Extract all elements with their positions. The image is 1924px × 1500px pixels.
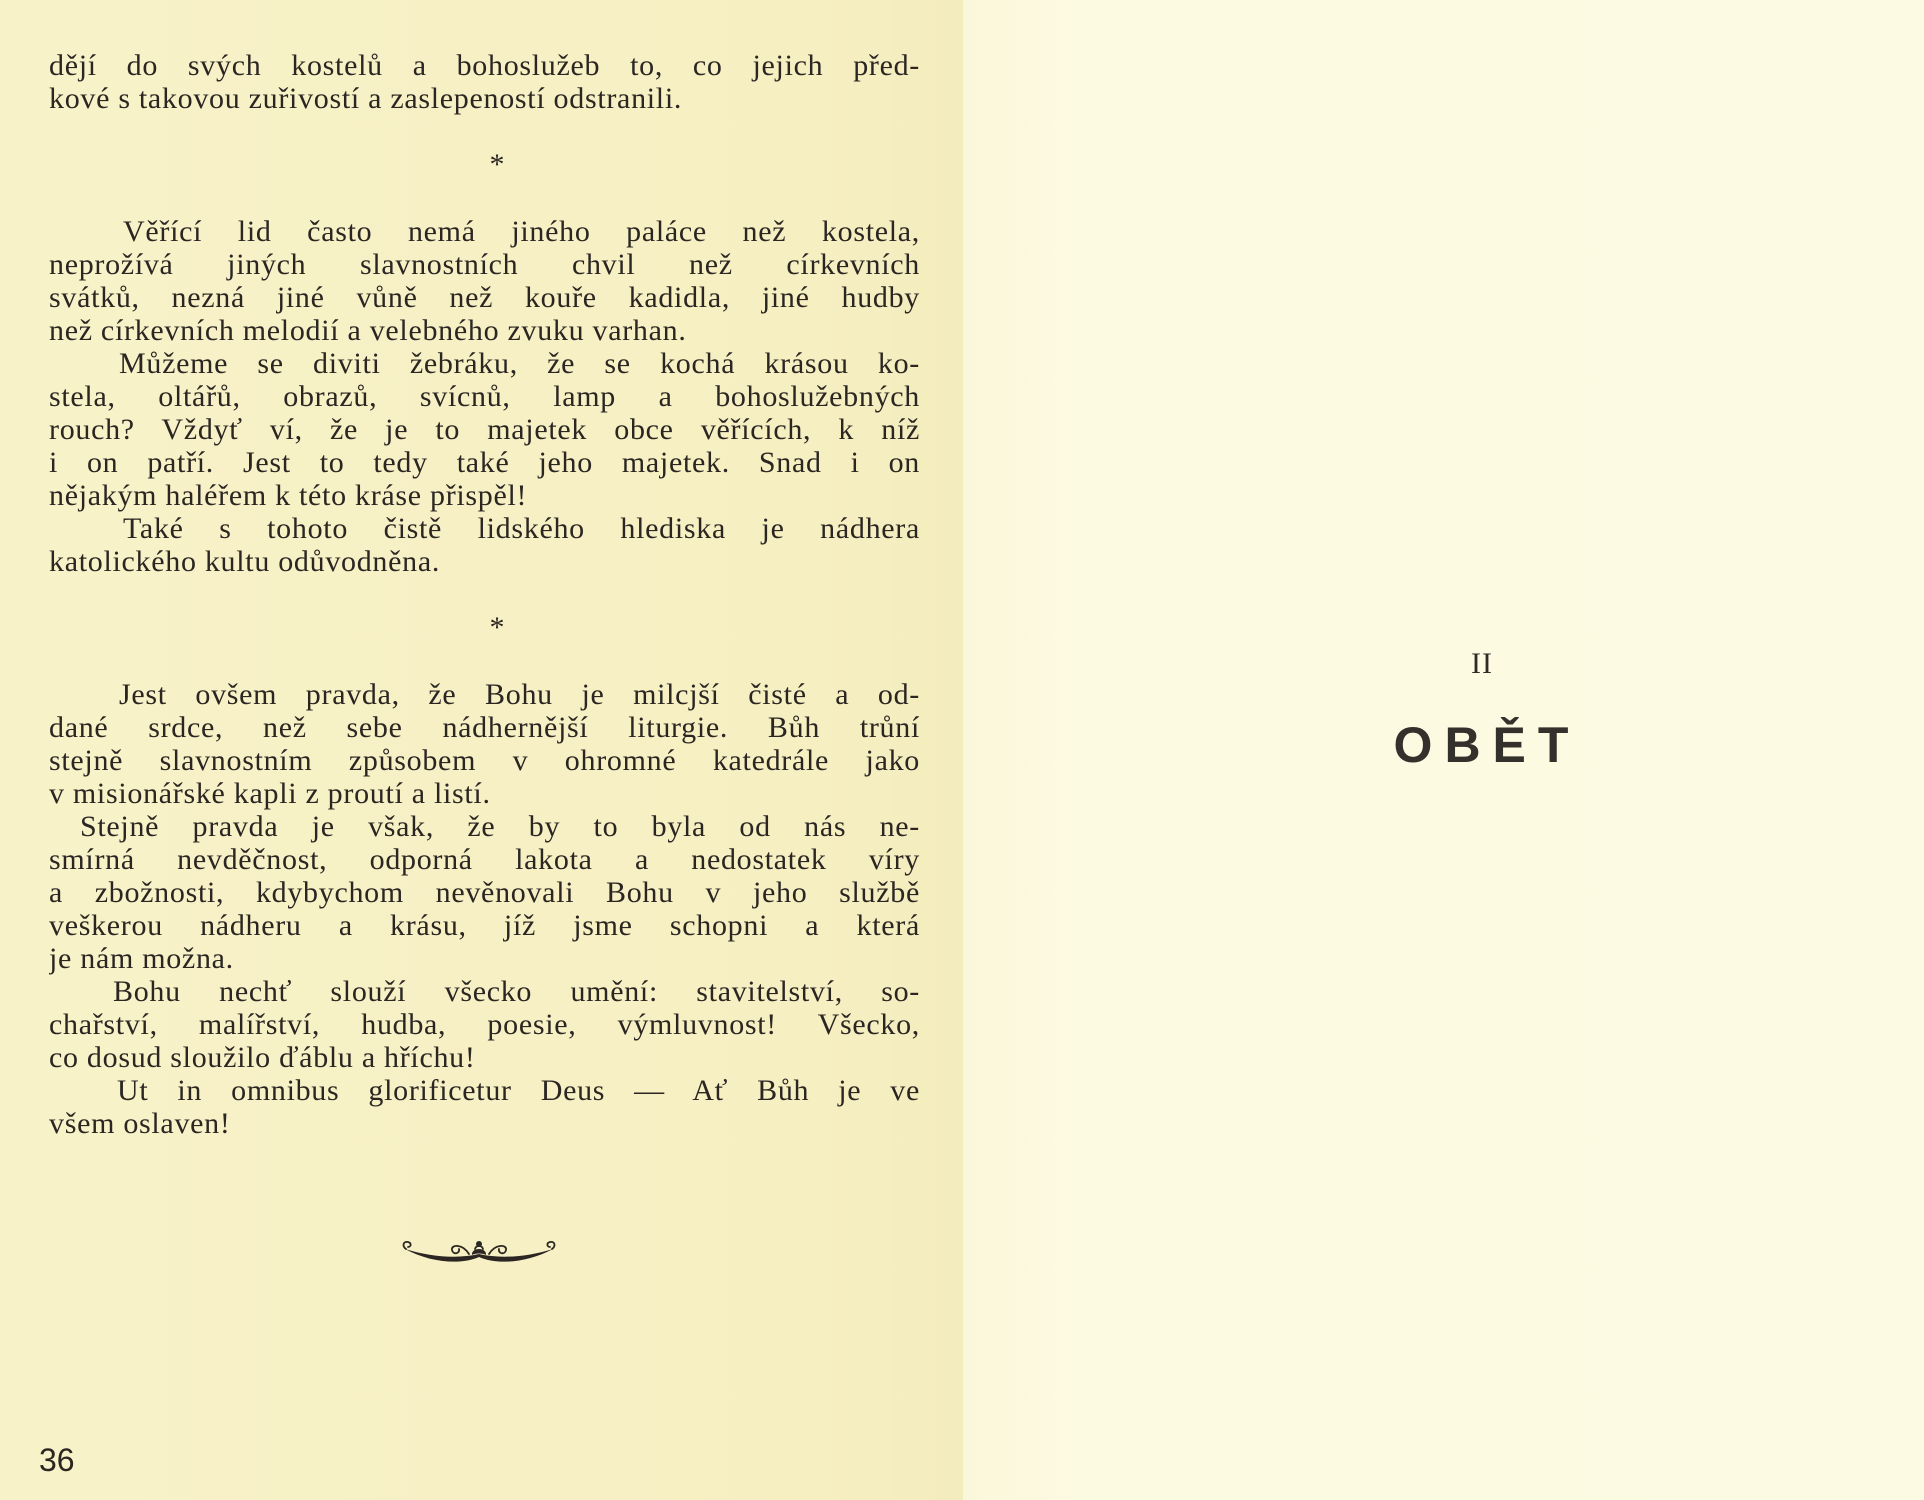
text-line: nějakým haléřem k této kráse přispěl! [49, 479, 528, 512]
text-line: veškerou nádheru a krásu, jíž jsme schopni a která [49, 909, 920, 942]
paragraph [49, 215, 920, 347]
paragraph [49, 975, 920, 1074]
paragraph [49, 347, 920, 512]
text-line: v misionářské kapli z proutí a listí. [49, 777, 491, 810]
paragraph [49, 810, 920, 975]
text-line: Stejně pravda je však, že by to byla od nás ne- [80, 810, 920, 843]
part-number: II [1471, 647, 1493, 680]
flourish-ornament-icon [399, 1236, 559, 1268]
text-line: Ut in omnibus glorificetur Deus — Ať Bůh je ve [117, 1074, 920, 1107]
text-line: než církevních melodií a velebného zvuku varhan. [49, 314, 687, 347]
text-line: smírná nevděčnost, odporná lakota a nedostatek víry [49, 843, 920, 876]
section-separator-asterisk: * [489, 611, 505, 644]
text-line: dané srdce, než sebe nádhernější liturgie. Bůh trůní [49, 711, 920, 744]
paragraph [49, 1074, 920, 1140]
text-line: co dosud sloužilo ďáblu a hříchu! [49, 1041, 476, 1074]
paragraph [49, 49, 920, 115]
chapter-title: OBĚT [1393, 717, 1581, 773]
section-2 [49, 215, 920, 578]
text-line: rouch? Vždyť ví, že je to majetek obce věřících, k níž [49, 413, 920, 446]
paragraph [49, 678, 920, 810]
text-line: Jest ovšem pravda, že Bohu je milcjší čisté a od- [119, 678, 920, 711]
section-1 [49, 49, 920, 115]
text-line: stejně slavnostním způsobem v ohromné katedrále jako [49, 744, 920, 777]
section-separator-asterisk: * [489, 148, 505, 181]
text-line: Věřící lid často nemá jiného paláce než kostela, [123, 215, 920, 248]
text-line: je nám možna. [49, 942, 234, 975]
text-line: svátků, nezná jiné vůně než kouře kadidla, jiné hudby [49, 281, 920, 314]
text-line: Můžeme se diviti žebráku, že se kochá krásou ko- [119, 347, 920, 380]
text-line: neprožívá jiných slavnostních chvil než církevních [49, 248, 920, 281]
text-line: dějí do svých kostelů a bohoslužeb to, co jejich před- [49, 49, 920, 82]
text-line: kové s takovou zuřivostí a zaslepeností odstranili. [49, 82, 683, 115]
text-line: i on patří. Jest to tedy také jeho majetek. Snad i on [49, 446, 920, 479]
text-line: stela, oltářů, obrazů, svícnů, lamp a bohoslužebných [49, 380, 920, 413]
text-line: a zbožnosti, kdybychom nevěnovali Bohu v jeho službě [49, 876, 920, 909]
text-line: katolického kultu odůvodněna. [49, 545, 441, 578]
text-line: všem oslaven! [49, 1107, 231, 1140]
text-line: Bohu nechť slouží všecko umění: stavitelství, so- [113, 975, 920, 1008]
paragraph [49, 512, 920, 578]
text-line: chařství, malířství, hudba, poesie, výmluvnost! Všecko, [49, 1008, 920, 1041]
text-line: Také s tohoto čistě lidského hlediska je nádhera [123, 512, 920, 545]
page-number: 36 [39, 1442, 75, 1478]
right-page [963, 0, 1924, 1500]
section-3 [49, 678, 920, 1140]
